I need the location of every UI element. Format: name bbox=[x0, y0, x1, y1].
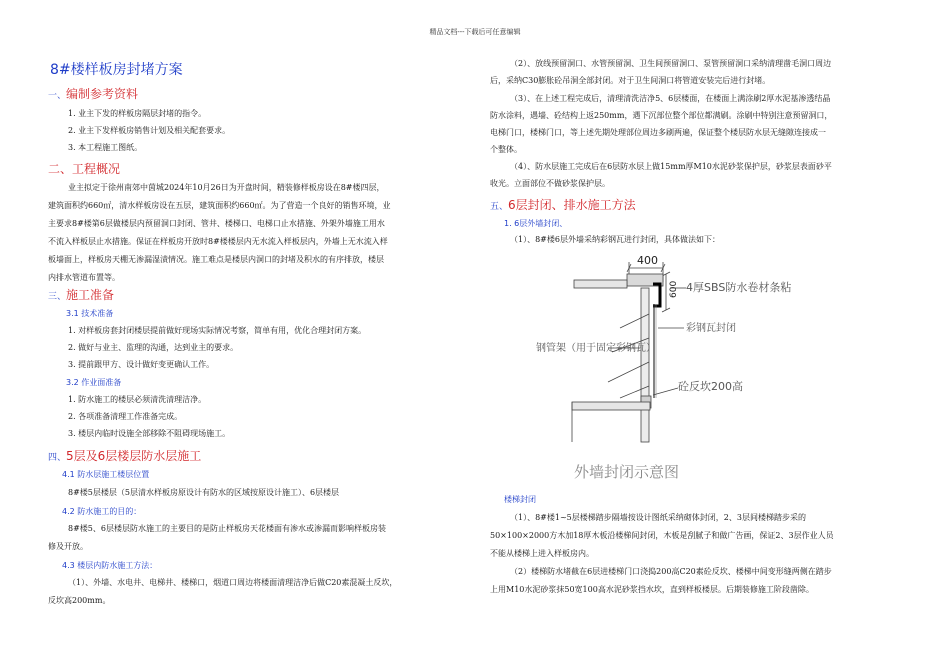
subsection-heading: 4.1 防水层施工楼层位置 bbox=[62, 470, 150, 479]
list-item: 2. 各项准备清理工作准备完成。 bbox=[68, 412, 183, 421]
subsection-heading: 3.2 作业面准备 bbox=[66, 378, 122, 387]
section-5-title: 6层封闭、排水施工方法 bbox=[508, 198, 636, 212]
paragraph-line: 后，采纳C30膨胀砼吊洞全部封闭。对于卫生间洞口将管道安装完后进行封堵。 bbox=[490, 76, 771, 85]
list-item: 1. 对样板房套封闭楼层提前做好现场实际情况考察，简单有用，优化合理封闭方案。 bbox=[68, 326, 367, 335]
paragraph-line: （4）、防水层施工完成后在6层防水层上做15mm厚M10水泥砂浆保护层，砂浆层表面砂平 bbox=[510, 162, 832, 171]
label-frame: 钢管架（用于固定彩钢瓦） bbox=[536, 343, 656, 354]
section-1-title: 编制参考资料 bbox=[66, 87, 139, 101]
paragraph-line: （1）、外墙、水电井、电梯井、楼梯口，烟道口周边将楼面清理洁净后做C20素混凝土反坎， bbox=[68, 578, 398, 587]
subsection-heading: 4.3 楼层内防水施工方法： bbox=[62, 561, 158, 570]
paragraph-line: 50×100×2000方木加18厚木板沿楼梯间封闭，木板是刮腻子和做广告画，保证2、3层作业人员 bbox=[490, 531, 834, 540]
section-5-heading bbox=[490, 196, 636, 213]
paragraph-line: 业主拟定于徐州南郊中茵城2024年10月26日为开盘时间，精装修样板房设在8#楼四层， bbox=[68, 183, 385, 192]
paragraph-line: 8#楼5层楼层（5层清水样板房原设计有防水的区域按原设计施工）、6层楼层 bbox=[68, 488, 340, 497]
subsection-heading: 4.2 防水施工的目的： bbox=[62, 507, 142, 516]
paragraph-line: （2）楼梯防水堵截在6层进楼梯门口浇捣200高C20素砼反坎、楼梯中间变形缝两侧在踏步 bbox=[510, 567, 832, 576]
doc-title: 8#楼样板房封堵方案 bbox=[50, 62, 183, 78]
page-header: 精品文档---下载后可任意编辑 bbox=[429, 28, 521, 36]
section-3-heading bbox=[48, 286, 114, 303]
list-item: 3. 本工程施工图纸。 bbox=[68, 143, 143, 152]
section-4-number: 四、 bbox=[48, 453, 67, 463]
section-4-heading bbox=[48, 447, 201, 464]
wall-enclosure-diagram bbox=[490, 248, 902, 493]
section-2-title: 工程概况 bbox=[72, 162, 121, 176]
paragraph-line: 修及开放。 bbox=[48, 542, 88, 551]
paragraph-line: 建筑面积约660㎡，清水样板房设在五层，建筑面积约660㎡。为了营造一个良好的销售环境，业 bbox=[48, 201, 391, 210]
paragraph-line: （1）、8#楼1~5层楼梯踏步隔墙按设计图纸采纳砌体封闭，2、3层间楼梯踏步采的 bbox=[510, 513, 806, 522]
section-4-title: 5层及6层楼层防水层施工 bbox=[66, 449, 202, 463]
paragraph-line: （2）、放线预留洞口、水管预留洞、卫生间预留洞口、泵管预留洞口采纳清理凿毛洞口周边 bbox=[510, 59, 832, 68]
label-curb: 砼反坎200高 bbox=[678, 380, 743, 393]
paragraph-line: 个整体。 bbox=[490, 145, 522, 154]
section-2-number: 二、 bbox=[48, 162, 73, 176]
label-sbs: 4厚SBS防水卷材条粘 bbox=[686, 281, 792, 294]
list-item: 2. 做好与业主、监理的沟通，达到业主的要求。 bbox=[68, 343, 239, 352]
section-5-number: 五、 bbox=[490, 202, 509, 212]
sbs-membrane bbox=[653, 284, 660, 306]
paragraph-line: 不流入样板层止水措施。保证在样板房开放时8#楼楼层内无水流入样板层内，外墙上无水流入样 bbox=[48, 237, 388, 246]
section-2-heading bbox=[48, 160, 120, 177]
section-3-title: 施工准备 bbox=[66, 288, 115, 302]
paragraph-line: （3）、在上述工程完成后，清理清洗洁净5、6层楼面，在楼面上满涂刷2厚水泥基渗透结晶 bbox=[510, 94, 831, 103]
list-item: 2. 业主下发样板房销售计划及相关配套要求。 bbox=[68, 126, 231, 135]
section-1-heading bbox=[48, 85, 138, 102]
section-1-number: 一、 bbox=[48, 91, 67, 101]
paragraph-line: 防水涂料，遇墙、砼结构上返250mm，遇下沉部位整个部位都满刷。涂刷中特别注意预留洞口， bbox=[490, 111, 833, 120]
subsection-heading: 1. 6层外墙封闭、 bbox=[504, 219, 568, 228]
paragraph-line: （1）、8#楼6层外墙采纳彩钢瓦进行封闭，具体做法如下： bbox=[510, 235, 720, 244]
paragraph-line: 收光。立面部位不做砂浆保护层。 bbox=[490, 179, 610, 188]
paragraph-line: 主要求8#楼第6层做楼层内预留洞口封闭、管井、楼梯口、电梯口止水措施、外架外墙施工用水 bbox=[48, 219, 385, 228]
subsection-heading: 3.1 技术准备 bbox=[66, 309, 114, 318]
list-item: 3. 提前跟甲方、设计做好变更确认工作。 bbox=[68, 360, 215, 369]
paragraph-line: 板墙面上，样板房天棚无渗漏湿渍情况。施工难点是楼层内洞口的封堵及积水的有序排放，楼层 bbox=[48, 255, 384, 264]
list-item: 1. 防水施工的楼层必须清洗清理洁净。 bbox=[68, 395, 207, 404]
list-item: 3. 楼层内临时设施全部移除不阻碍现场施工。 bbox=[68, 429, 231, 438]
paragraph-line: 上用M10水泥砂浆抹50宽100高水泥砂浆挡水坎，直到样板楼层。后期装修施工阶段凿除。 bbox=[490, 585, 814, 594]
list-item: 1. 业主下发的样板房隔层封堵的指令。 bbox=[68, 109, 207, 118]
paragraph-line: 不能从楼梯上进入样板房内。 bbox=[490, 549, 594, 558]
paragraph-line: 电梯门口，楼梯门口，等上述先期处理部位周边多刷两遍，保证整个楼层防水层无缝隙连接成一 bbox=[490, 128, 826, 137]
label-steel-sheet: 彩钢瓦封闭 bbox=[686, 323, 736, 334]
subsection-heading: 楼梯封闭 bbox=[504, 495, 536, 504]
dimension-top-label: 400 bbox=[637, 254, 658, 267]
figure-caption: 外墙封闭示意图 bbox=[574, 463, 680, 481]
paragraph-line: 反坎高200mm。 bbox=[48, 596, 111, 605]
paragraph-line: 内排水管道布置等。 bbox=[48, 273, 120, 282]
dimension-side-label: 600 bbox=[669, 280, 679, 298]
section-3-number: 三、 bbox=[48, 292, 67, 302]
paragraph-line: 8#楼5、6层楼层防水施工的主要目的是防止样板房天花楼面有渗水或渗漏而影响样板房装 bbox=[68, 524, 386, 533]
